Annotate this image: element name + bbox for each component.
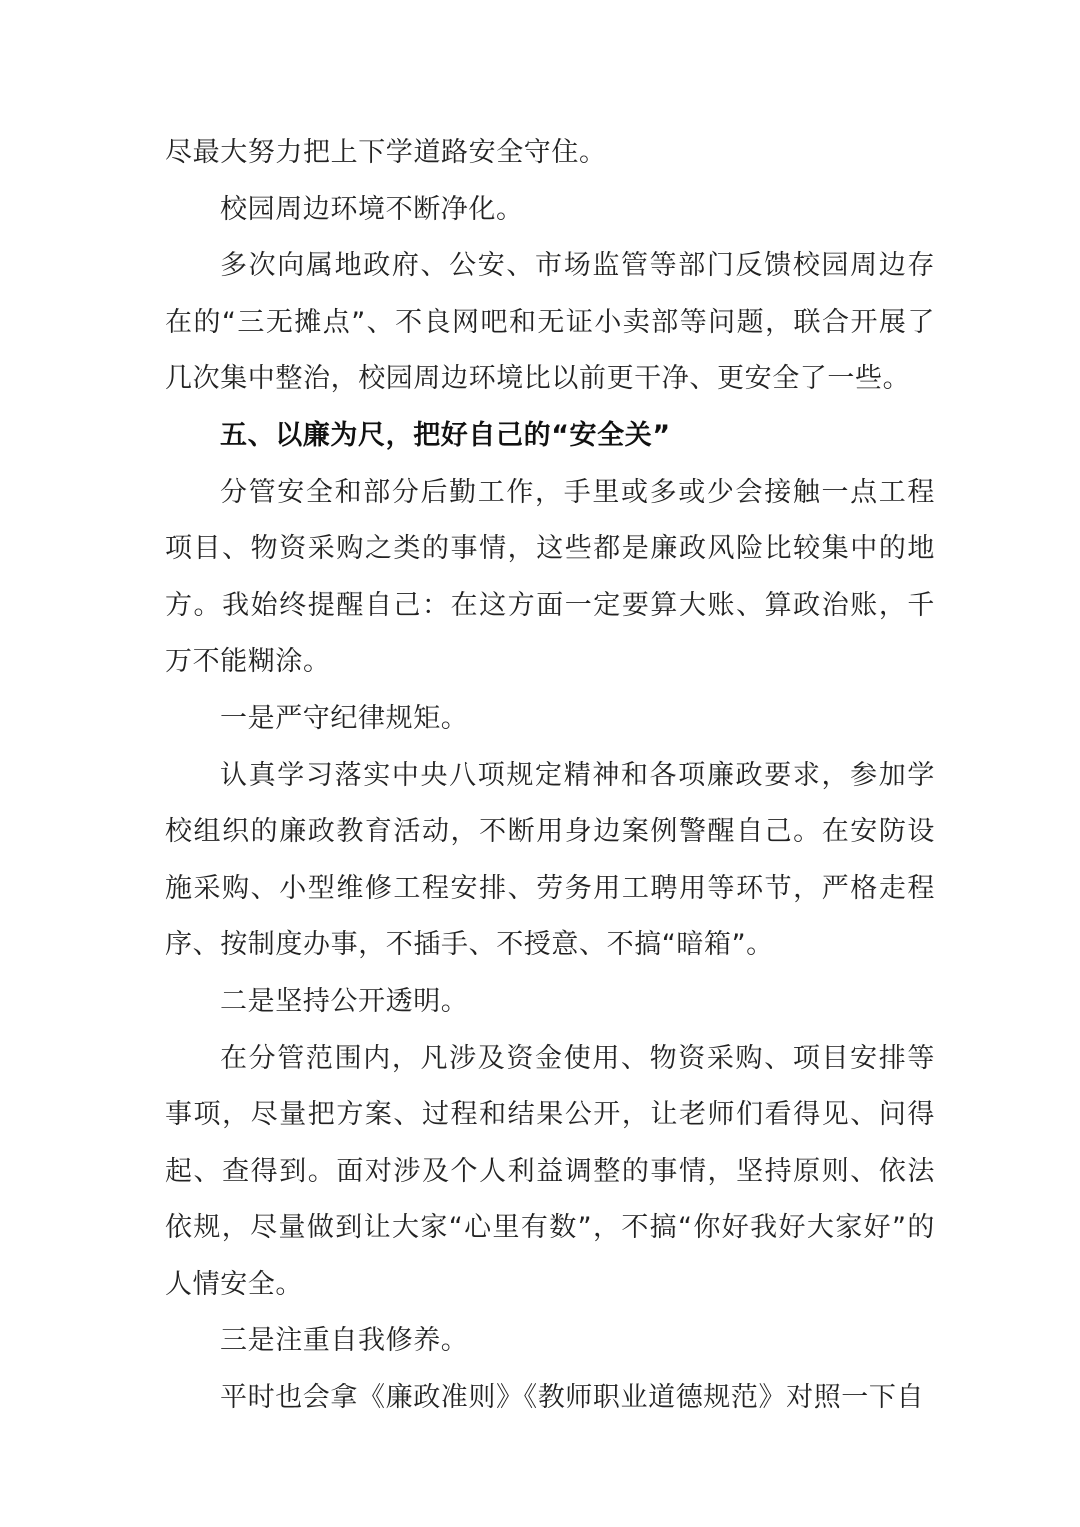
- paragraph-8: 二是坚持公开透明。: [220, 985, 469, 1017]
- paragraph-5: 分管安全和部分后勤工作，手里或多或少会接触一点工程项目、物资采购之类的事情，这些都是廉政风险比较集中的地方。我始终提醒自己：在这方面一定要算大账、算政治账，千万不能糊涂。: [165, 476, 935, 678]
- section-heading: 五、以廉为尺，把好自己的“安全关”: [220, 419, 671, 451]
- paragraph-11: 平时也会拿《廉政准则》《教师职业道德规范》对照一下自: [220, 1382, 925, 1414]
- paragraph-3: 多次向属地政府、公安、市场监管等部门反馈校园周边存在的“三无摊点”、不良网吧和无证小卖部等问题，联合开展了几次集中整治，校园周边环境比以前更干净、更安全了一些。: [165, 250, 935, 395]
- paragraph-1: 尽最大努力把上下学道路安全守住。: [165, 137, 607, 168]
- paragraph-2: 校园周边环境不断净化。: [220, 193, 524, 225]
- paragraph-6: 一是严守纪律规矩。: [220, 702, 469, 734]
- document-body: [165, 125, 935, 1427]
- paragraph-9: 在分管范围内，凡涉及资金使用、物资采购、项目安排等事项，尽量把方案、过程和结果公开，让老师们看得见、问得起、查得到。面对涉及个人利益调整的事情，坚持原则、依法依规，尽量做到让大家“心里有数”，不搞“你好我好大家好”的人情安全。: [165, 1042, 935, 1300]
- paragraph-10: 三是注重自我修养。: [220, 1325, 469, 1357]
- paragraph-7: 认真学习落实中央八项规定精神和各项廉政要求，参加学校组织的廉政教育活动，不断用身边案例警醒自己。在安防设施采购、小型维修工程安排、劳务用工聘用等环节，严格走程序、按制度办事，不插手、不授意、不搞“暗箱”。: [165, 759, 935, 961]
